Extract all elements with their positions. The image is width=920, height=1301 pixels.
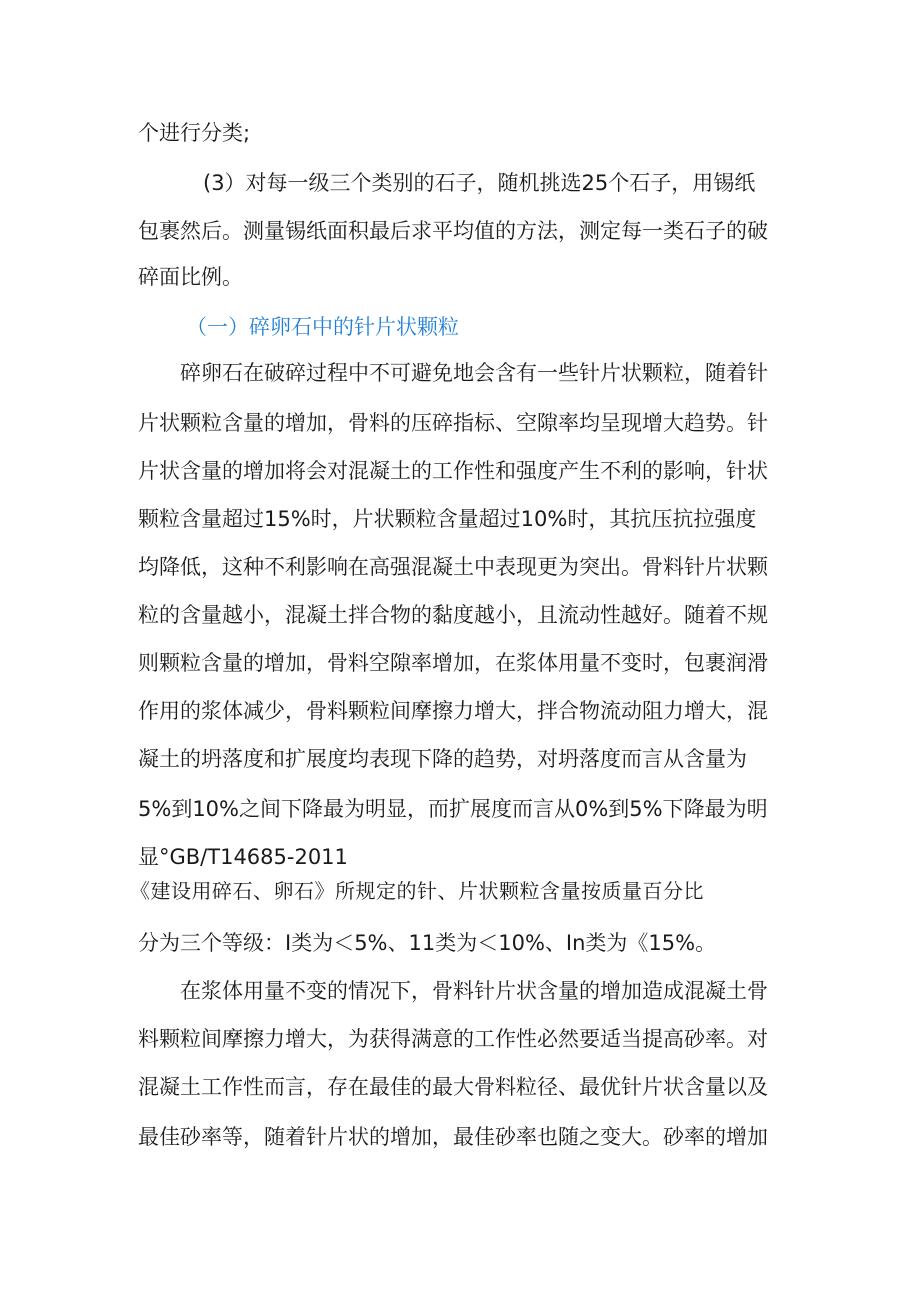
text-line: 作用的浆体减少，骨料颗粒间摩擦力增大，拌合物流动阻力增大，混 xyxy=(138,699,768,723)
text-line: 包裹然后。测量锡纸面积最后求平均值的方法，测定每一类石子的破 xyxy=(138,219,768,243)
text-line: 均降低，这种不利影响在高强混凝土中表现更为突出。骨料针片状颗 xyxy=(138,555,768,579)
text-line: 粒的含量越小，混凝土拌合物的黏度越小，且流动性越好。随着不规 xyxy=(138,603,768,627)
text-line: 最佳砂率等，随着针片状的增加，最佳砂率也随之变大。砂率的增加 xyxy=(138,1125,768,1149)
text-line: 个进行分类; xyxy=(138,121,251,145)
text-line: 分为三个等级：I类为＜5%、11类为＜10%、In类为《15%。 xyxy=(138,931,717,955)
text-line: 《建设用碎石、卵石》所规定的针、片状颗粒含量按质量百分比 xyxy=(130,879,704,903)
text-line: 混凝土工作性而言，存在最佳的最大骨料粒径、最优针片状含量以及 xyxy=(138,1075,768,1099)
text-line: 颗粒含量超过15%时，片状颗粒含量超过10%时，其抗压抗拉强度 xyxy=(138,507,757,531)
text-line: 片状颗粒含量的增加，骨料的压碎指标、空隙率均呈现增大趋势。针 xyxy=(138,411,768,435)
text-line: 则颗粒含量的增加，骨料空隙率增加，在浆体用量不变时，包裹润滑 xyxy=(138,651,768,675)
text-line: 碎卵石在破碎过程中不可避免地会含有一些针片状颗粒，随着针 xyxy=(180,361,768,385)
text-line: 在浆体用量不变的情况下，骨料针片状含量的增加造成混凝土骨 xyxy=(180,979,768,1003)
section-heading: （一）碎卵石中的针片状颗粒 xyxy=(186,315,459,339)
text-line: 片状含量的增加将会对混凝土的工作性和强度产生不利的影响，针状 xyxy=(138,459,768,483)
text-line: 凝土的坍落度和扩展度均表现下降的趋势，对坍落度而言从含量为 xyxy=(138,747,747,771)
text-line: 碎面比例。 xyxy=(138,265,243,289)
text-line: 显°GB/T14685-2011 xyxy=(138,845,348,869)
text-line: 5%到10%之间下降最为明显，而扩展度而言从0%到5%下降最为明 xyxy=(138,797,768,821)
text-line: 料颗粒间摩擦力增大，为获得满意的工作性必然要适当提高砂率。对 xyxy=(138,1027,768,1051)
text-line: (3）对每一级三个类别的石子，随机挑选25个石子，用锡纸 xyxy=(203,171,756,195)
